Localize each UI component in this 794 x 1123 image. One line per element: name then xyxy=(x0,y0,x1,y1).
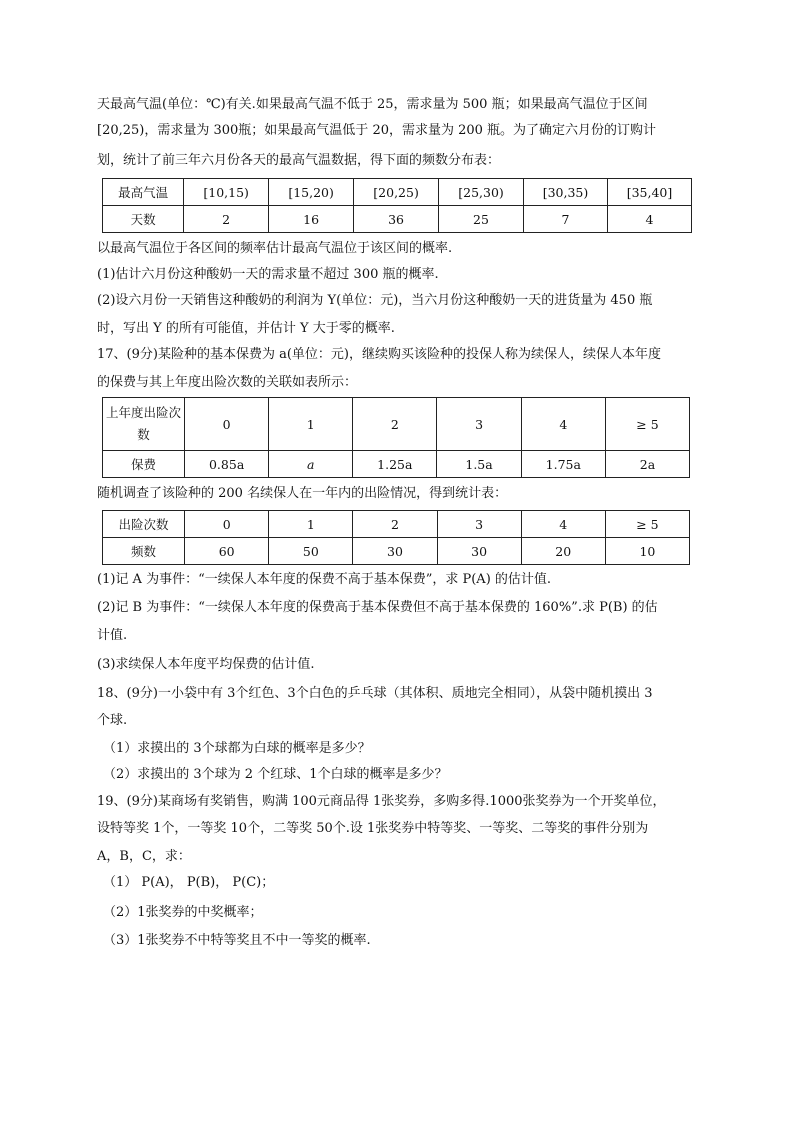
text-line: 19、(9分)某商场有奖销售，购满 100元商品得 1张奖券，多购多得.1000张奖券为一个开奖单位， xyxy=(97,794,666,809)
text-line: (3)求续保人本年度平均保费的估计值. xyxy=(97,657,315,672)
table-cell: 4 xyxy=(521,511,605,538)
table-row xyxy=(103,511,690,538)
table-cell: 36 xyxy=(354,206,439,233)
table-cell: 1 xyxy=(269,398,353,451)
claims-frequency-table xyxy=(102,510,690,565)
table-row xyxy=(103,538,690,565)
table-cell: 3 xyxy=(437,398,521,451)
table-cell: 0 xyxy=(184,398,268,451)
premium-table xyxy=(102,397,690,478)
table-row xyxy=(103,206,692,233)
text-line: （2）求摸出的 3个球为 2 个红球、1个白球的概率是多少？ xyxy=(103,767,448,782)
text-line: (2)设六月份一天销售这种酸奶的利润为 Y(单位：元)，当六月份这种酸奶一天的进货量为 450 瓶 xyxy=(97,293,653,308)
temperature-frequency-table xyxy=(102,178,692,233)
text-line: 个球. xyxy=(97,713,128,728)
table-cell: 50 xyxy=(269,538,353,565)
text-line: 以最高气温位于各区间的频率估计最高气温位于该区间的概率. xyxy=(97,241,453,256)
table-cell: 3 xyxy=(437,511,521,538)
table-cell: 7 xyxy=(523,206,607,233)
table-cell: 30 xyxy=(437,538,521,565)
table-cell: 1.75a xyxy=(521,451,605,478)
text-line: 设特等奖 1个，一等奖 10个，二等奖 50个.设 1张奖券中特等奖、一等奖、二等奖的事件分别为 xyxy=(97,821,649,836)
table-cell: [30,35) xyxy=(523,179,607,206)
table-row xyxy=(103,398,690,451)
table-cell: 20 xyxy=(521,538,605,565)
table-cell: ≥ 5 xyxy=(605,511,689,538)
table-cell: a xyxy=(269,451,353,478)
text-line: （3）1张奖券不中特等奖且不中一等奖的概率. xyxy=(103,933,371,948)
text-line: 17、(9分)某险种的基本保费为 a(单位：元)，继续购买该险种的投保人称为续保人，续保人本年度 xyxy=(97,347,661,362)
table-cell: 60 xyxy=(185,538,269,565)
table-cell: 1.25a xyxy=(353,451,437,478)
text-line: [20,25)，需求量为 300瓶；如果最高气温低于 20，需求量为 200 瓶。为了确定六月份的订购计 xyxy=(97,123,657,138)
text-line: 随机调查了该险种的 200 名续保人在一年内的出险情况，得到统计表： xyxy=(97,486,508,501)
table-cell: 天数 xyxy=(103,206,184,233)
table-cell: 0 xyxy=(185,511,269,538)
table-cell: 2 xyxy=(353,511,437,538)
table-cell: 25 xyxy=(439,206,524,233)
text-line: 划，统计了前三年六月份各天的最高气温数据，得下面的频数分布表： xyxy=(97,153,501,168)
text-line: （1） P(A)， P(B)， P(C)； xyxy=(103,875,275,890)
text-line: 计值. xyxy=(97,628,128,643)
table-cell: 4 xyxy=(607,206,691,233)
text-line: 18、(9分)一小袋中有 3个红色、3个白色的乒乓球（其体积、质地完全相同），从袋中随机摸出 3 xyxy=(97,686,653,701)
table-cell: 0.85a xyxy=(184,451,268,478)
text-line: (1)记 A 为事件：“一续保人本年度的保费不高于基本保费”，求 P(A) 的估计值. xyxy=(97,572,552,587)
table-cell: 4 xyxy=(521,398,605,451)
text-line: (2)记 B 为事件：“一续保人本年度的保费高于基本保费但不高于基本保费的 160%”.求 P(B) 的估 xyxy=(97,600,658,615)
table-cell: 1 xyxy=(269,511,353,538)
table-cell: 保费 xyxy=(103,451,185,478)
table-cell: 10 xyxy=(605,538,689,565)
table-cell: 30 xyxy=(353,538,437,565)
text-line: （2）1张奖券的中奖概率； xyxy=(103,905,263,920)
text-line: 的保费与其上年度出险次数的关联如表所示： xyxy=(97,375,358,390)
table-cell: [15,20) xyxy=(269,179,354,206)
table-cell: 最高气温 xyxy=(103,179,184,206)
text-line: （1）求摸出的 3个球都为白球的概率是多少？ xyxy=(103,741,371,756)
table-cell: 频数 xyxy=(103,538,185,565)
table-cell: 2 xyxy=(353,398,437,451)
table-cell: ≥ 5 xyxy=(605,398,689,451)
table-cell: 2 xyxy=(184,206,269,233)
text-line: 天最高气温(单位：℃)有关.如果最高气温不低于 25，需求量为 500 瓶；如果最高气温位于区间 xyxy=(97,97,648,112)
table-cell: [25,30) xyxy=(439,179,524,206)
table-cell: [10,15) xyxy=(184,179,269,206)
text-line: A，B，C，求： xyxy=(97,849,191,864)
text-line: 时，写出 Y 的所有可能值，并估计 Y 大于零的概率. xyxy=(97,321,395,336)
table-cell: 2a xyxy=(605,451,689,478)
table-cell: 16 xyxy=(269,206,354,233)
table-cell: 上年度出险次数 xyxy=(103,398,185,451)
table-row xyxy=(103,451,690,478)
table-cell: [35,40] xyxy=(607,179,691,206)
table-cell: 1.5a xyxy=(437,451,521,478)
table-cell: 出险次数 xyxy=(103,511,185,538)
text-line: (1)估计六月份这种酸奶一天的需求量不超过 300 瓶的概率. xyxy=(97,267,439,282)
table-cell: [20,25) xyxy=(354,179,439,206)
table-row xyxy=(103,179,692,206)
